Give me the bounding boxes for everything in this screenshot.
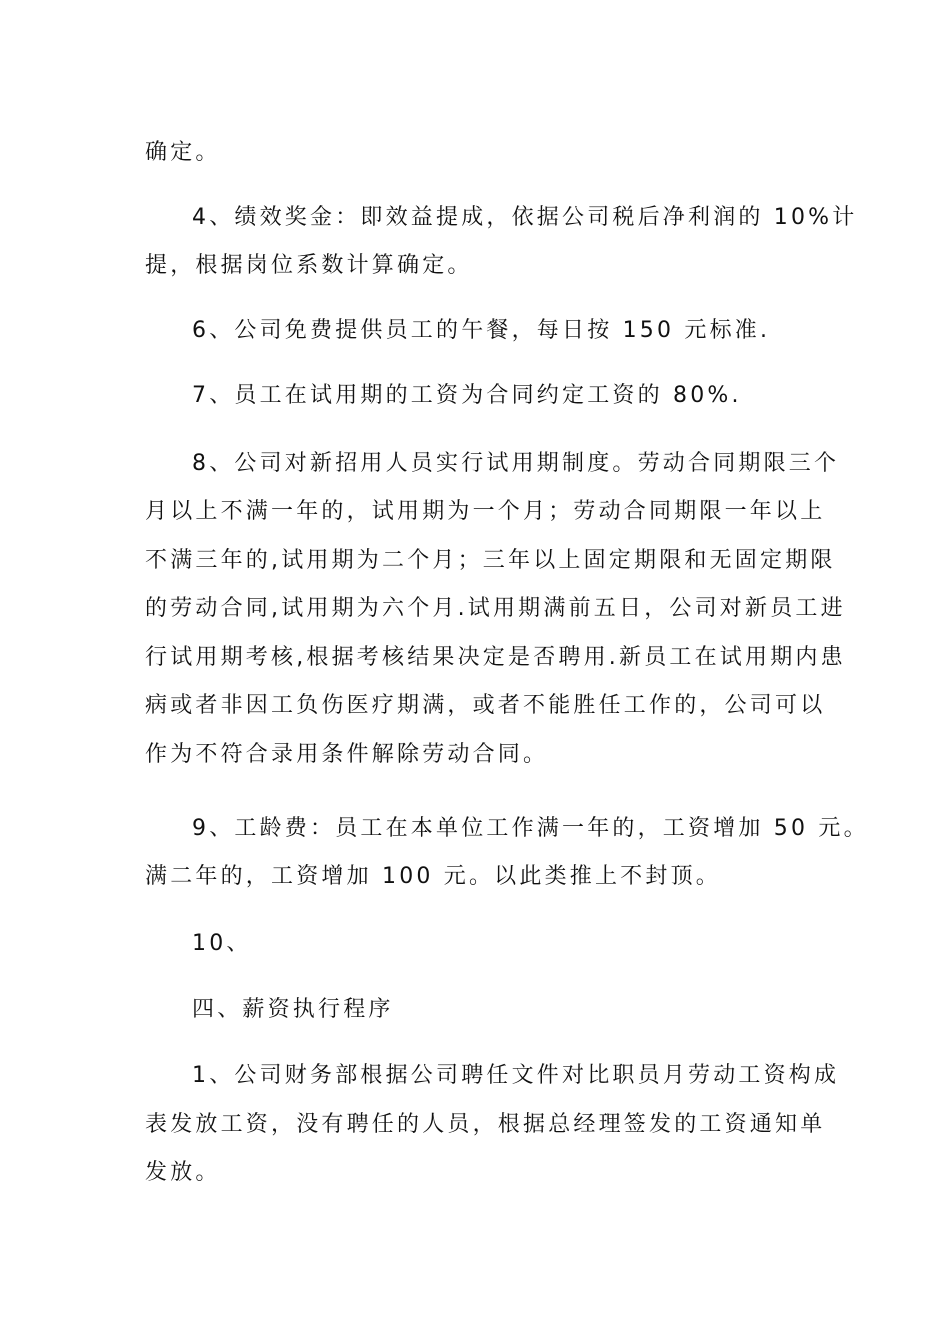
text-line: 行试用期考核,根据考核结果决定是否聘用.新员工在试用期内患 (145, 645, 846, 670)
text-line: 作为不符合录用条件解除劳动合同。 (145, 742, 549, 767)
text-line: 满二年的，工资增加 100 元。以此类推上不封顶。 (145, 864, 721, 889)
text-line: 发放。 (145, 1160, 221, 1185)
text-line: 不满三年的,试用期为二个月；三年以上固定期限和无固定期限 (145, 548, 836, 573)
text-line: 7、员工在试用期的工资为合同约定工资的 80%. (192, 383, 742, 408)
section-heading: 四、薪资执行程序 (192, 997, 394, 1022)
text-line: 10、 (192, 931, 252, 956)
text-line: 确定。 (145, 140, 221, 165)
text-line: 1、公司财务部根据公司聘任文件对比职员月劳动工资构成 (192, 1063, 840, 1088)
text-line: 表发放工资，没有聘任的人员，根据总经理签发的工资通知单 (145, 1112, 826, 1137)
text-line: 的劳动合同,试用期为六个月.试用期满前五日，公司对新员工进 (145, 596, 846, 621)
text-line: 病或者非因工负伤医疗期满，或者不能胜任工作的，公司可以 (145, 693, 826, 718)
text-line: 8、公司对新招用人员实行试用期制度。劳动合同期限三个 (192, 451, 840, 476)
text-line: 月以上不满一年的，试用期为一个月；劳动合同期限一年以上 (145, 499, 826, 524)
text-line: 9、工龄费：员工在本单位工作满一年的，工资增加 50 元。 (192, 816, 869, 841)
text-line: 6、公司免费提供员工的午餐，每日按 150 元标准. (192, 318, 771, 343)
text-line: 4、绩效奖金：即效益提成，依据公司税后净利润的 10%计 (192, 205, 858, 230)
text-line: 提，根据岗位系数计算确定。 (145, 253, 473, 278)
